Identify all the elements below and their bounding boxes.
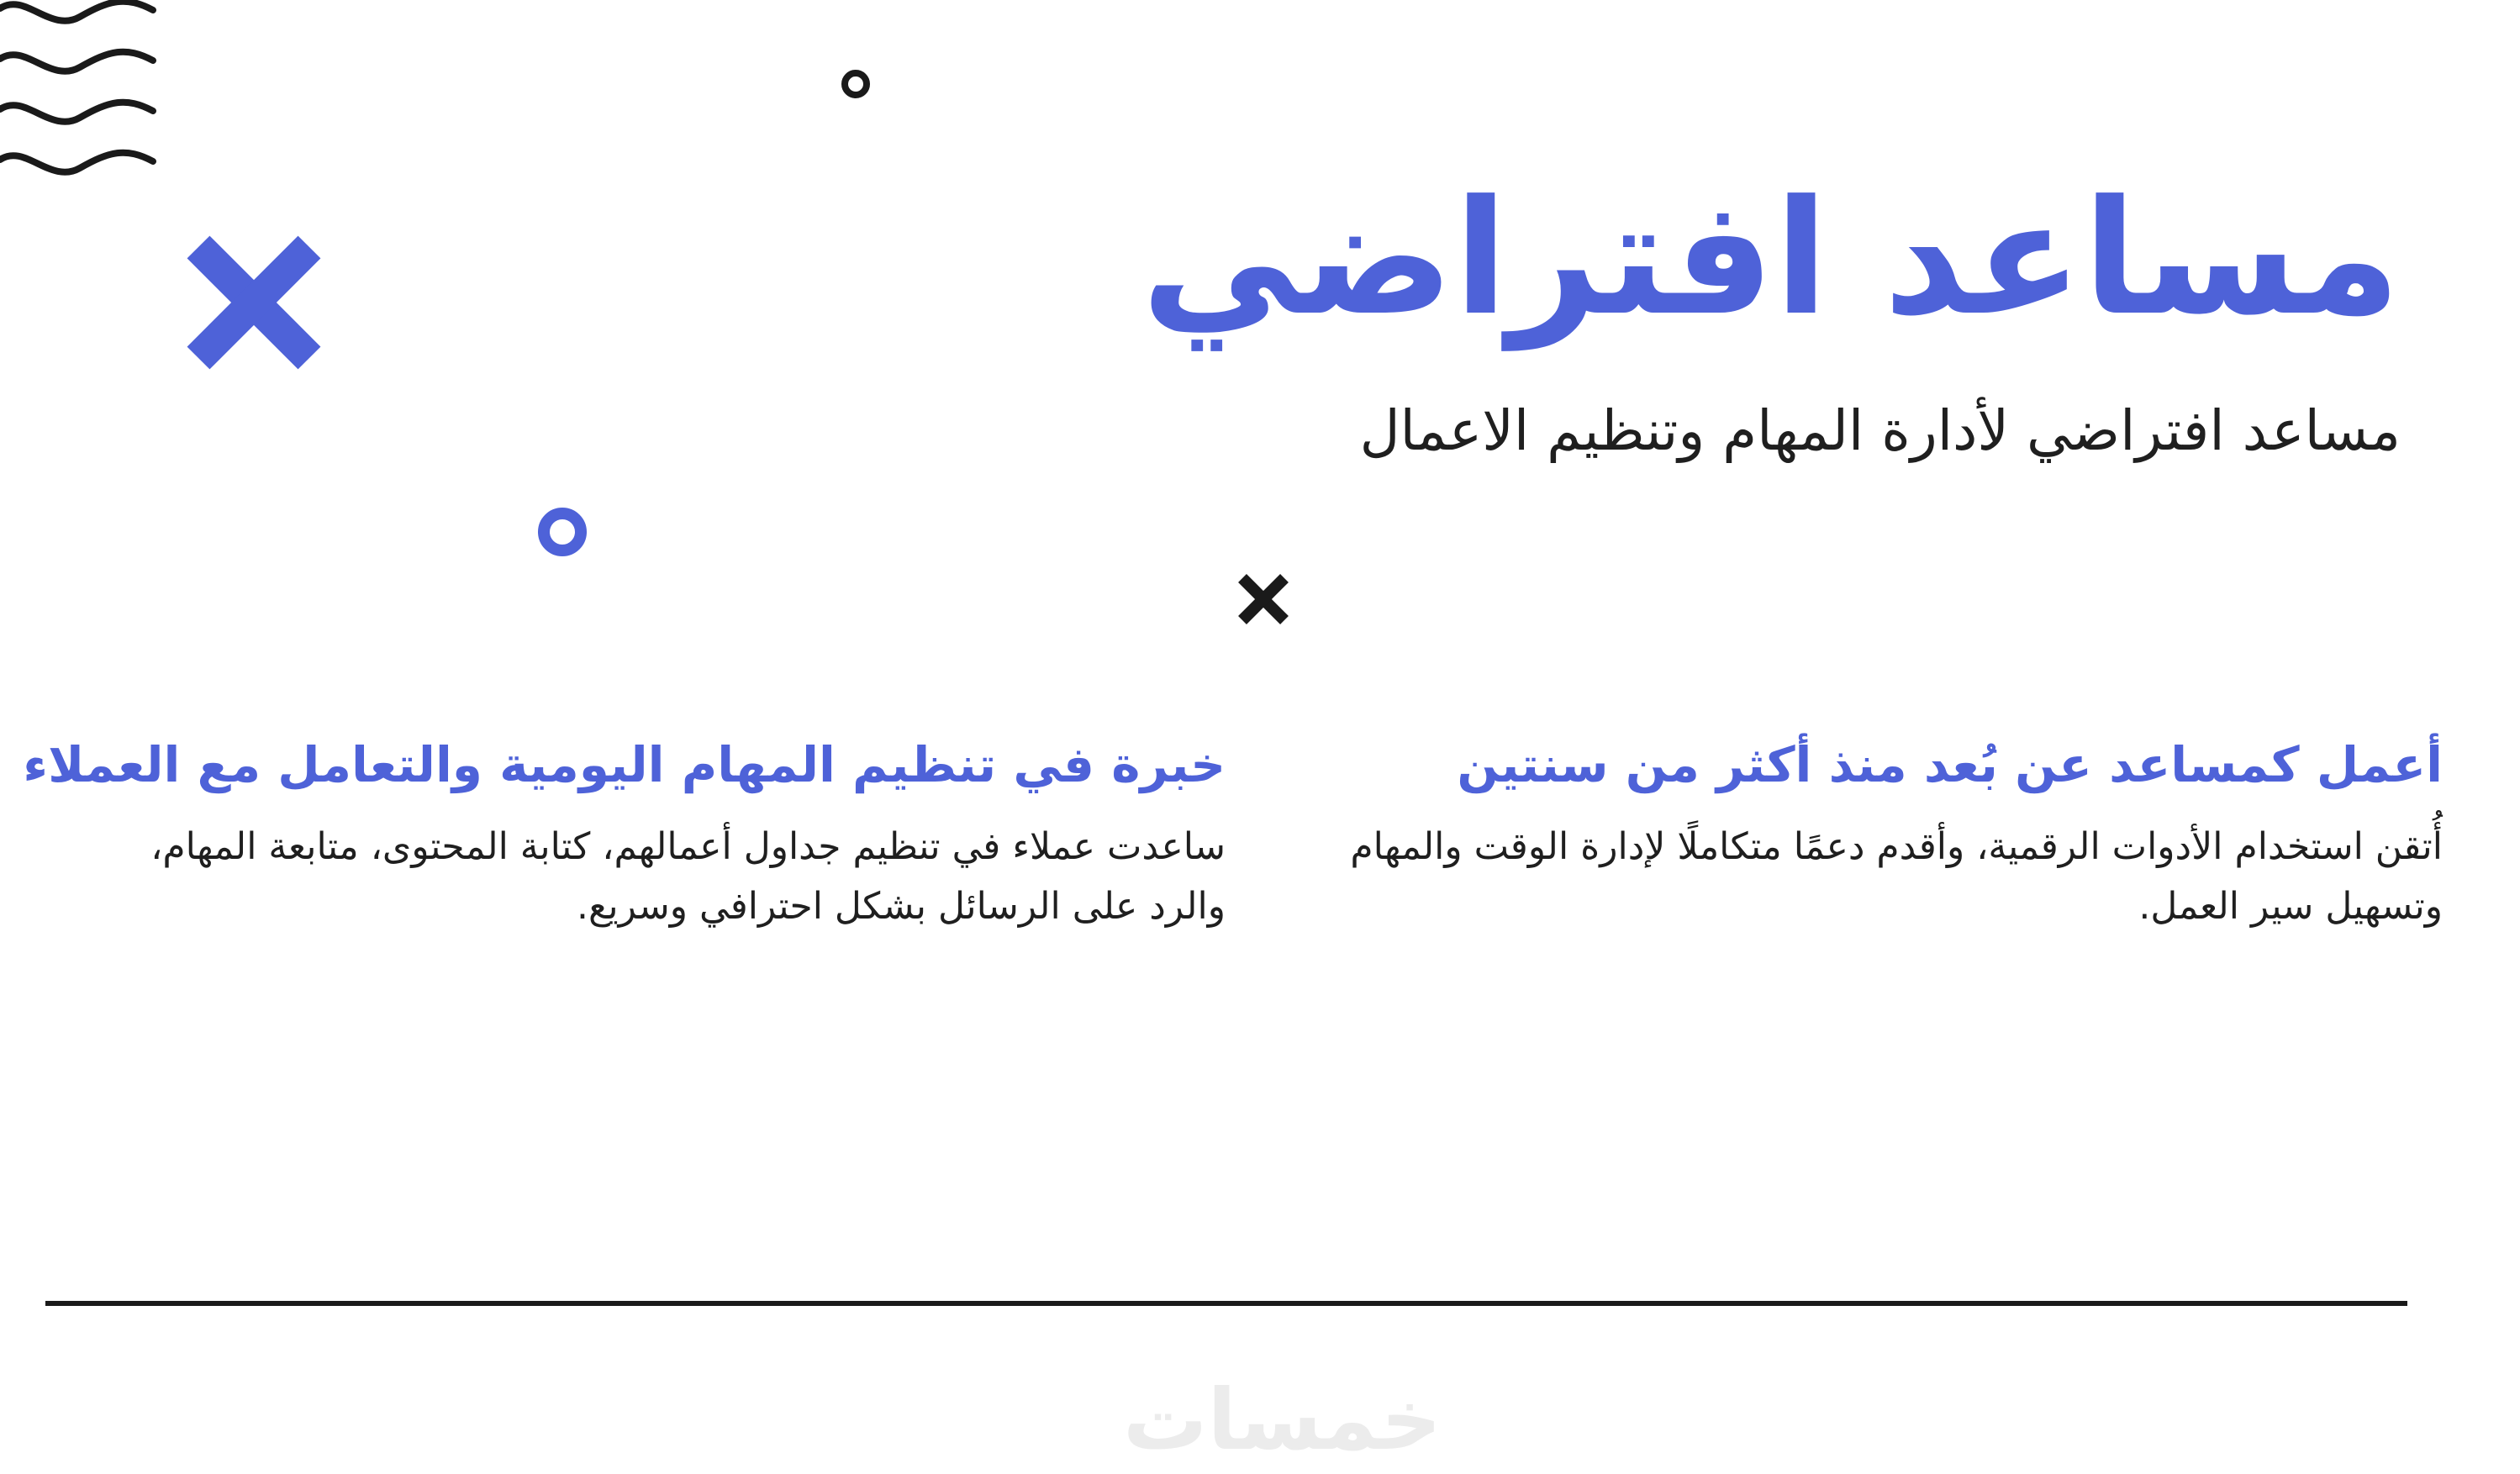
section-body-line: ساعدت عملاء في تنظيم جداول أعمالهم، كتابة المحتوى، متابعة المهام، bbox=[150, 825, 1226, 869]
footer-divider bbox=[45, 1301, 2407, 1306]
section-body bbox=[32, 818, 1226, 936]
section-body-line: والرد على الرسائل بشكل احترافي وسريع. bbox=[577, 884, 1226, 928]
ring-icon bbox=[535, 504, 590, 560]
page-title: مساعد افتراضي bbox=[1141, 166, 2401, 350]
watermark-logo: خمسات bbox=[1123, 1371, 1442, 1469]
section-heading: خبرة في تنظيم المهام اليومية والتعامل مع العملاء bbox=[23, 736, 1226, 793]
section-body-line: أُتقن استخدام الأدوات الرقمية، وأقدم دعمًا متكاملًا لإدارة الوقت والمهام bbox=[1350, 825, 2443, 869]
section-heading: أعمل كمساعد عن بُعد منذ أكثر من سنتين bbox=[1457, 736, 2443, 793]
cross-icon bbox=[1237, 573, 1289, 625]
wave-lines-icon bbox=[0, 0, 160, 193]
cross-icon bbox=[187, 235, 321, 370]
experience-section-tasks bbox=[23, 731, 1226, 936]
ring-icon bbox=[839, 67, 873, 101]
section-body bbox=[1291, 818, 2443, 936]
experience-section-remote bbox=[1291, 731, 2443, 936]
section-body-line: وتسهيل سير العمل. bbox=[2138, 884, 2443, 928]
page-subtitle: مساعد افتراضي لأدارة المهام وتنظيم الاعمال bbox=[1359, 398, 2401, 463]
